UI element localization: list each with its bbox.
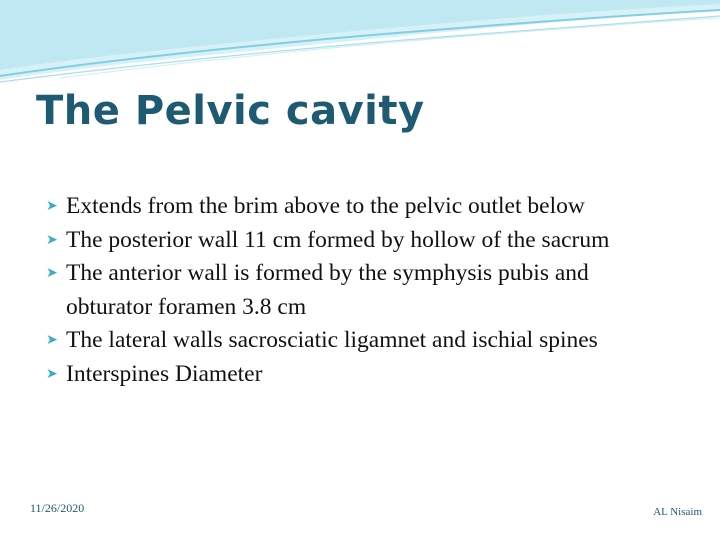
bullet-text: The posterior wall 11 cm formed by hollow of the sacrum: [66, 226, 610, 253]
bullet-text: Interspines Diameter: [66, 360, 263, 387]
list-item: [46, 224, 666, 258]
arrow-bullet-icon: ➤: [46, 332, 58, 348]
arrow-bullet-icon: ➤: [46, 265, 58, 281]
arrow-bullet-icon: ➤: [46, 198, 58, 214]
bullet-list: [46, 190, 666, 391]
list-item: [46, 190, 666, 224]
bullet-text: The anterior wall is formed by the symphysis pubis and obturator foramen 3.8 cm: [66, 260, 589, 320]
footer-author: AL Nisaim: [653, 506, 702, 518]
list-item: [46, 358, 666, 392]
list-item: [46, 324, 666, 358]
bullet-text: Extends from the brim above to the pelvic outlet below: [66, 193, 585, 219]
footer-date: 11/26/2020: [30, 501, 85, 515]
arrow-bullet-icon: ➤: [46, 365, 58, 382]
header-swoosh-decoration: [0, 0, 720, 90]
list-item: [46, 257, 666, 324]
slide-title: The Pelvic cavity: [36, 88, 425, 134]
arrow-bullet-icon: ➤: [46, 231, 58, 248]
bullet-text: The lateral walls sacrosciatic ligamnet and ischial spines: [66, 327, 598, 353]
